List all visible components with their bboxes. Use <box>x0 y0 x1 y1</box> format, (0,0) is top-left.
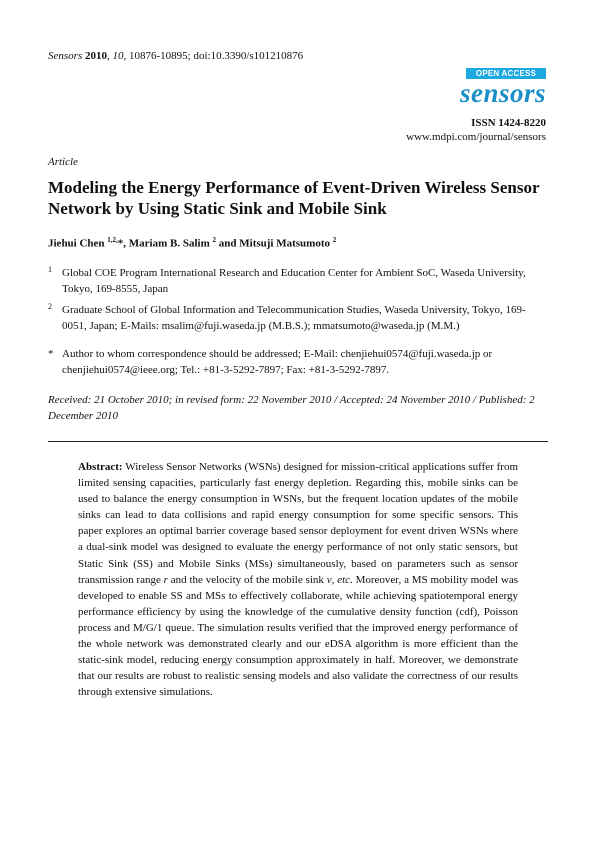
abstract-italic: v <box>326 573 332 586</box>
divider-rule <box>48 441 548 442</box>
author-name: Jiehui Chen <box>48 237 105 250</box>
journal-url[interactable]: www.mdpi.com/journal/sensors <box>406 131 546 143</box>
author-separator: , <box>123 237 127 250</box>
journal-logo: sensors <box>459 78 546 108</box>
affiliation-text: Global COE Program International Research and Education Center for Ambient SoC, Waseda University, Tokyo, 169-8555, Japan <box>62 267 526 295</box>
abstract <box>78 459 518 700</box>
publication-dates: Received: 21 October 2010; in revised form: 22 November 2010 / Accepted: 24 November 2010 / Published: 2 December 2010 <box>48 394 535 422</box>
author-list <box>48 236 336 250</box>
affiliation-1 <box>48 265 548 297</box>
author-affiliation-sup: 1,2, <box>107 236 118 244</box>
abstract-text: and the velocity of the mobile sink <box>167 573 327 586</box>
abstract-text: Wireless Sensor Networks (WSNs) designed for mission-critical applications suffer from limited sensing capacities, particularly fast energy depletion. Regarding this, mobile sinks can be used to balance the energy consumption in WSNs, but the frequent location updates of the mobile sinks can lead to data collisions and rapid energy consumption for some specific sensors. This paper explores an optimal barrier coverage based sensor deployment for event driven WSNs where a dual-sink model was designed to evaluate the energy performance of not only static sensors, but Static Sink (SS) and Mobile Sinks (MSs) simultaneously, based on parameters such as sensor transmission range <box>78 461 518 586</box>
author-affiliation-sup: 2 <box>212 236 217 244</box>
open-access-badge: OPEN ACCESS <box>466 68 546 79</box>
author-name: Mitsuji Matsumoto <box>239 237 331 250</box>
abstract-text: . Moreover, a MS mobility model was developed to enable SS and MSs to effectively collaborate, while achieving spatiotemporal energy performance efficiency by using the knowledge of the cumulative density function (cdf), Poisson process and M/G/1 queue. The simulation results verified that the improved energy performance of the whole network was demonstrated clearly and our eDSA algorithm is more efficient than the static-sink model, reducing energy consumption approximately in half. Moreover, we demonstrate that our results are robust to realistic sensing models and also validate the correctness of our results through extensive simulations. <box>78 573 518 699</box>
citation-year: 2010 <box>84 50 107 62</box>
affiliation-2 <box>48 302 548 334</box>
affiliation-marker: 1 <box>48 265 52 274</box>
citation-volume: 10 <box>112 50 124 62</box>
affiliation-marker: 2 <box>48 302 52 311</box>
affiliation-marker: * <box>48 348 54 360</box>
abstract-italic: r <box>163 573 168 586</box>
correspondence-note <box>48 346 548 378</box>
article-type: Article <box>48 156 78 168</box>
author-affiliation-sup: 2 <box>332 236 337 244</box>
citation-line: Sensors 2010, 10, 10876-10895; doi:10.3390/s101210876 <box>48 50 304 62</box>
citation-journal: Sensors <box>48 50 83 62</box>
issn: ISSN 1424-8220 <box>471 117 546 129</box>
article-title: Modeling the Energy Performance of Event-Driven Wireless Sensor Network by Using Static Sink and Mobile Sink <box>48 178 540 218</box>
affiliation-text: Author to whom correspondence should be addressed; E-Mail: chenjiehui0574@fuji.waseda.jp or chenjiehui0574@ieee.org; Tel.: +81-3-5292-7897; Fax: +81-3-5292-7897. <box>62 348 493 376</box>
abstract-italic: etc <box>337 573 351 586</box>
corresponding-mark: * <box>117 237 124 250</box>
affiliation-text: Graduate School of Global Information and Telecommunication Studies, Waseda University, Tokyo, 169-0051, Japan; E-Mails: msalim@fuji.waseda.jp (M.B.S.); mmatsumoto@waseda.jp (M.M.) <box>62 304 526 332</box>
author-name: Mariam B. Salim <box>128 237 210 250</box>
author-conjunction: and <box>218 237 237 250</box>
abstract-text: , <box>331 573 338 586</box>
abstract-label: Abstract: <box>78 461 123 473</box>
citation-rest: , 10876-10895; doi:10.3390/s101210876 <box>123 50 304 62</box>
